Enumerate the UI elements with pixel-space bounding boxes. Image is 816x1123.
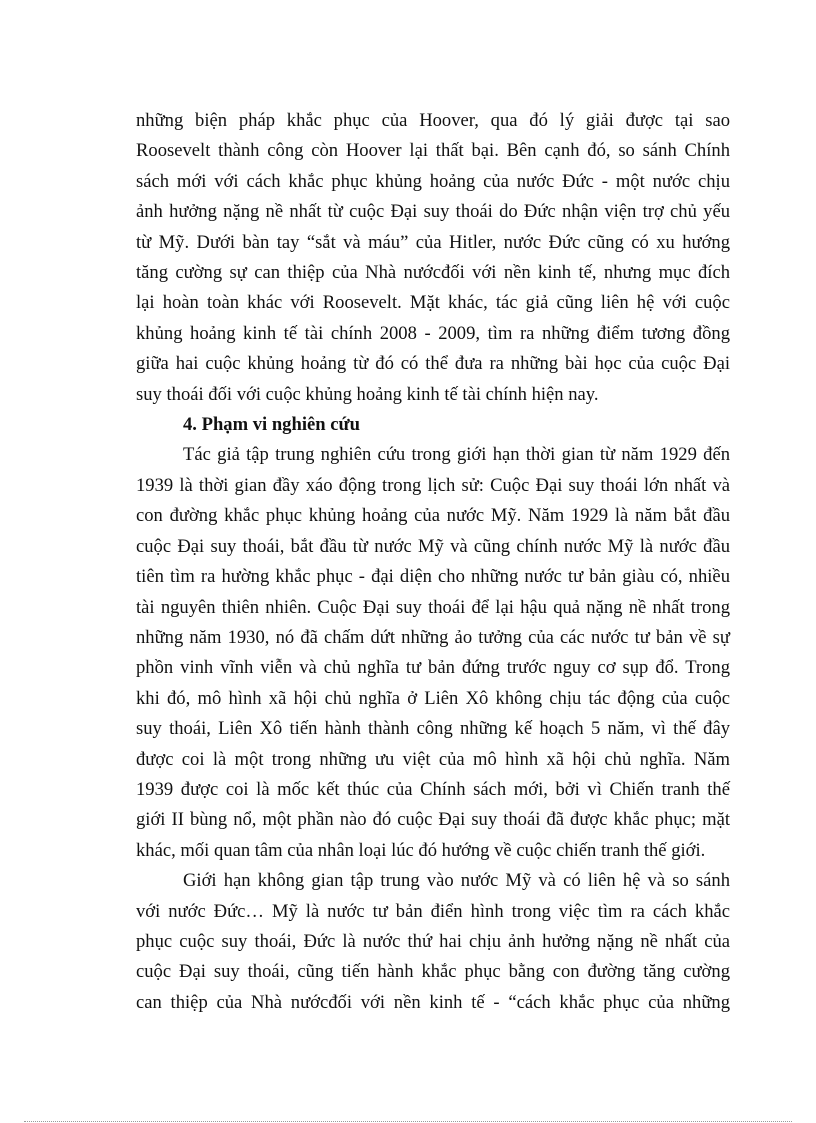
text-line: với nước Đức… Mỹ là nước tư bản điển hình trong việc tìm ra cách khắc <box>136 900 730 922</box>
text-line: phục cuộc suy thoái, Đức là nước thứ hai chịu ảnh hưởng nặng nề nhất của <box>136 930 730 952</box>
text-line: giữa hai cuộc khủng hoảng từ đó có thể đưa ra những bài học của cuộc Đại <box>136 353 730 375</box>
document-body <box>136 106 730 1018</box>
text-line: Tác giả tập trung nghiên cứu trong giới hạn thời gian từ năm 1929 đến <box>183 444 730 466</box>
text-line: được coi là một trong những ưu việt của mô hình xã hội chủ nghĩa. Năm <box>136 748 730 770</box>
text-line: những biện pháp khắc phục của Hoover, qua đó lý giải được tại sao <box>136 110 730 131</box>
text-line: tiên tìm ra hường khắc phục - đại diện cho những nước tư bản giàu có, nhiều <box>136 566 730 588</box>
text-line: 1939 được coi là mốc kết thúc của Chính sách mới, bởi vì Chiến tranh thế <box>136 778 730 800</box>
text-line: Giới hạn không gian tập trung vào nước Mỹ và có liên hệ và so sánh <box>183 870 730 892</box>
text-line: giới II bùng nổ, một phần nào đó cuộc Đại suy thoái đã được khắc phục; mặt <box>136 809 730 831</box>
text-line: từ Mỹ. Dưới bàn tay “sắt và máu” của Hitler, nước Đức cũng có xu hướng <box>136 231 730 253</box>
text-line: 1939 là thời gian đầy xáo động trong lịch sử: Cuộc Đại suy thoái lớn nhất và <box>136 474 730 496</box>
section-heading: 4. Phạm vi nghiên cứu <box>183 414 360 436</box>
text-line: khác, mối quan tâm của nhân loại lúc đó hướng về cuộc chiến tranh thế giới. <box>136 839 706 861</box>
text-line: những năm 1930, nó đã chấm dứt những ảo tưởng của các nước tư bản về sự <box>136 626 730 648</box>
page-bottom-border <box>24 1121 792 1122</box>
text-line: sách mới với cách khắc phục khủng hoảng của nước Đức - một nước chịu <box>136 170 730 192</box>
text-line: khủng hoảng kinh tế tài chính 2008 - 2009, tìm ra những điểm tương đồng <box>136 322 730 344</box>
text-line: suy thoái, Liên Xô tiến hành thành công những kế hoạch 5 năm, vì thế đây <box>136 718 730 740</box>
text-line: tài nguyên thiên nhiên. Cuộc Đại suy thoái để lại hậu quả nặng nề nhất trong <box>136 596 730 618</box>
text-line: cuộc Đại suy thoái, bắt đầu từ nước Mỹ và cũng chính nước Mỹ là nước đầu <box>136 535 730 557</box>
text-line: lại hoàn toàn khác với Roosevelt. Mặt khác, tác giả cũng liên hệ với cuộc <box>136 292 730 314</box>
text-line: khi đó, mô hình xã hội chủ nghĩa ở Liên Xô không chịu tác động của cuộc <box>136 687 730 709</box>
paragraph-1 <box>136 106 730 410</box>
text-line: phồn vinh vĩnh viễn và chủ nghĩa tư bản đứng trước nguy cơ sụp đổ. Trong <box>136 657 730 679</box>
paragraph-3 <box>136 866 730 1018</box>
text-line: con đường khắc phục khủng hoảng của nước Mỹ. Năm 1929 là năm bắt đầu <box>136 505 730 527</box>
text-line: can thiệp của Nhà nướcđối với nền kinh tế - “cách khắc phục của những <box>136 991 730 1013</box>
text-line: tăng cường sự can thiệp của Nhà nướcđối với nền kinh tế, nhưng mục đích <box>136 262 730 284</box>
paragraph-2 <box>136 440 730 866</box>
text-line: Roosevelt thành công còn Hoover lại thất bại. Bên cạnh đó, so sánh Chính <box>136 140 730 162</box>
text-line: suy thoái đối với cuộc khủng hoảng kinh tế tài chính hiện nay. <box>136 383 599 405</box>
text-line: ảnh hưởng nặng nề nhất từ cuộc Đại suy thoái do Đức nhận viện trợ chủ yếu <box>136 201 730 223</box>
text-line: cuộc Đại suy thoái, cũng tiến hành khắc phục bằng con đường tăng cường <box>136 961 730 983</box>
